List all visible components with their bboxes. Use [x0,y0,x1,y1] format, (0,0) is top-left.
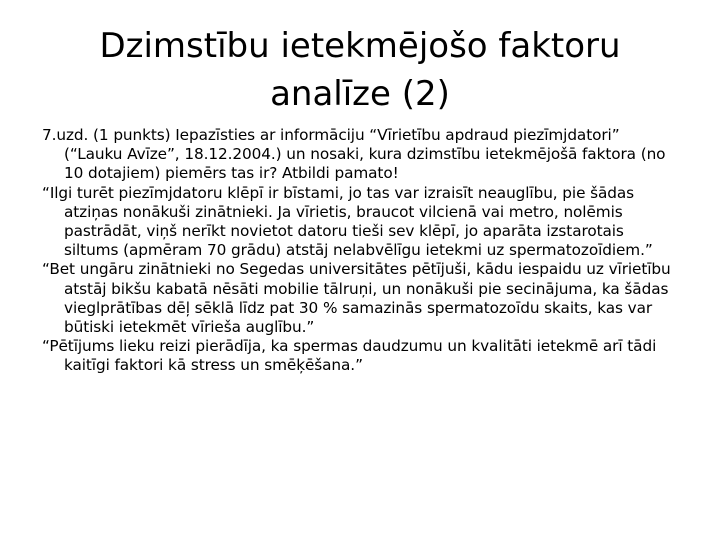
slide-body [42,126,680,376]
quote-paragraph-laptops: “Ilgi turēt piezīmjdatoru klēpī ir bīstami, jo tas var izraisīt neauglību, pie šādas atziņas nonākuši zinātnieki. Ja vīrietis, braucot vilcienā vai metro, nolēmis pastrādāt, viņš nerīkt novietot datoru tieši sev klēpī, jo aparāta izstarotais siltums (apmēram 70 grādu) atstāj nelabvēlīgu ietekmi uz spermatozoīdiem.” [42,183,653,260]
quote-paragraph-mobile-phones: “Bet ungāru zinātnieki no Segedas universitātes pētījuši, kādu iespaidu uz vīrietību atstāj bikšu kabatā nēsāti mobilie tālruņi, un nonākuši pie secinājuma, ka šādas vieglprātības dēļ sēklā līdz pat 30 % samazinās spermatozoīdu skaits, kas var būtiski ietekmēt vīrieša auglību.” [42,260,671,337]
task-paragraph: 7.uzd. (1 punkts) Iepazīsties ar informāciju “Vīrietību apdraud piezīmjdatori” (“Lauku Avīze”, 18.12.2004.) un nosaki, kura dzimstību ietekmējošā faktora (no 10 dotajiem) piemērs tas ir? Atbildi pamato! [42,126,666,183]
quote-paragraph-stress-smoking: “Pētījums lieku reizi pierādīja, ka spermas daudzumu un kvalitāti ietekmē arī tādi kaitīgi faktori kā stress un smēķēšana.” [42,337,657,375]
slide-title [60,22,660,118]
slide-title-line-2: analīze (2) [270,74,450,114]
slide-title-line-1: Dzimstību ietekmējošo faktoru [99,26,621,66]
